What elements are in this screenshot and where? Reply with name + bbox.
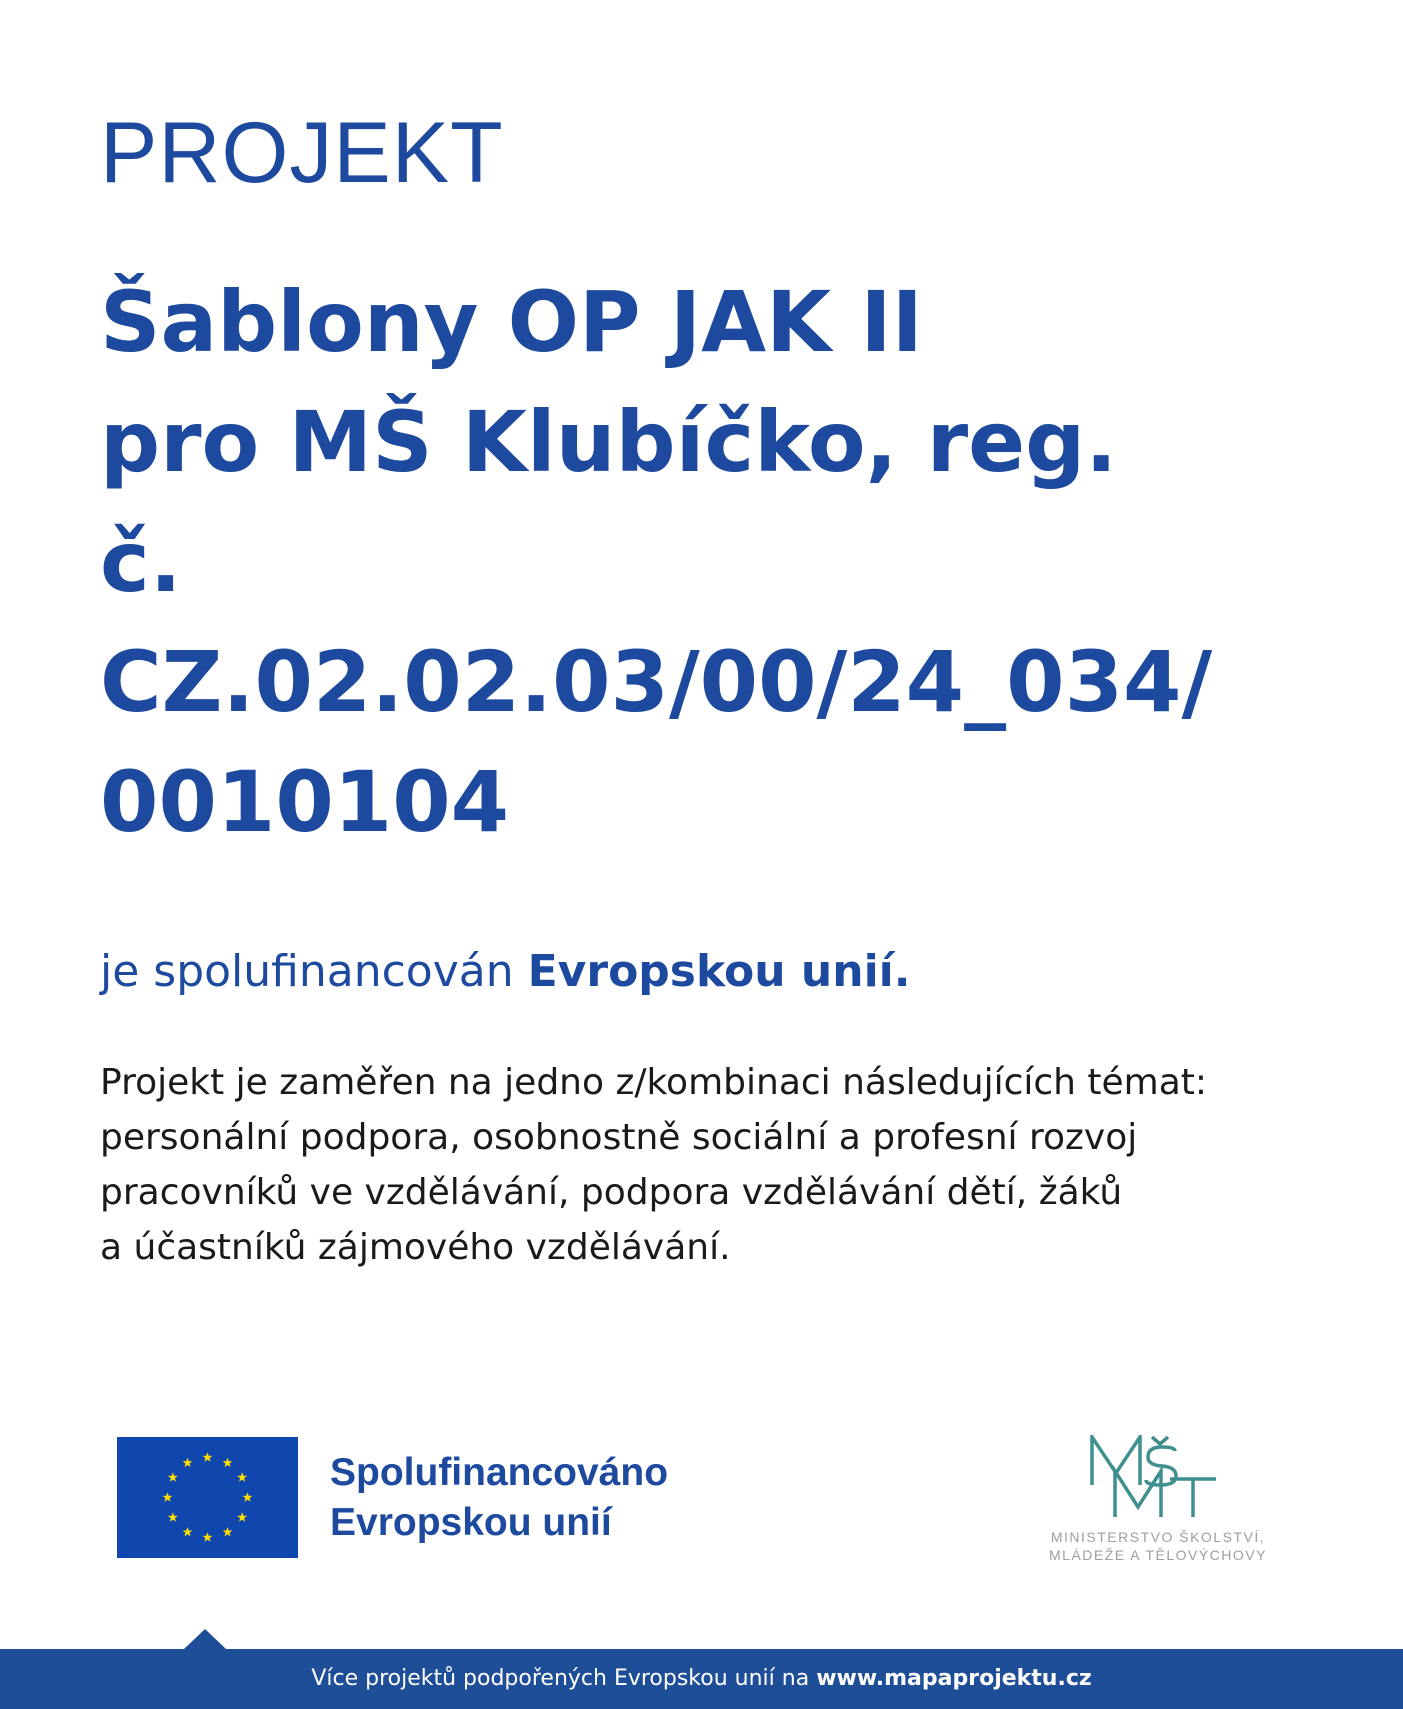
eu-star-icon bbox=[237, 1512, 247, 1521]
project-title-line-5: 0010104 bbox=[100, 753, 510, 851]
project-description bbox=[100, 1055, 1300, 1275]
eu-star-icon bbox=[168, 1472, 178, 1481]
description-line-1: Projekt je zaměřen na jedno z/kombinaci následujících témat: bbox=[100, 1062, 1208, 1103]
project-title-line-1: Šablony OP JAK II bbox=[100, 273, 923, 371]
eu-star-icon bbox=[203, 1452, 213, 1461]
msmt-caption bbox=[1018, 1528, 1298, 1564]
eu-star-icon bbox=[223, 1527, 233, 1536]
footer-prefix: Více projektů podpořených Evropskou unií na bbox=[311, 1666, 810, 1691]
project-title-line-3: č. bbox=[100, 513, 182, 611]
eu-star-icon bbox=[183, 1527, 193, 1536]
msmt-caption-line-2: MLÁDEŽE A TĚLOVÝCHOVY bbox=[1049, 1547, 1267, 1563]
eu-star-icon bbox=[183, 1458, 193, 1467]
project-title-line-4: CZ.02.02.03/00/24_034/ bbox=[100, 633, 1213, 731]
eu-star-icon bbox=[163, 1492, 173, 1501]
eu-star-icon bbox=[237, 1472, 247, 1481]
eu-logo-line-2: Evropskou unií bbox=[330, 1501, 612, 1544]
eu-star-icon bbox=[243, 1492, 253, 1501]
eu-logo-line-1: Spolufinancováno bbox=[330, 1451, 669, 1494]
description-line-4: a účastníků zájmového vzdělávání. bbox=[100, 1227, 731, 1268]
msmt-caption-line-1: MINISTERSTVO ŠKOLSTVÍ, bbox=[1050, 1529, 1266, 1545]
eu-star-icon bbox=[203, 1532, 213, 1541]
description-line-3: pracovníků ve vzdělávání, podpora vzdělávání dětí, žáků bbox=[100, 1172, 1123, 1213]
eu-star-icon bbox=[168, 1512, 178, 1521]
eu-stars bbox=[117, 1437, 298, 1558]
description-line-2: personální podpora, osobnostně sociální a profesní rozvoj bbox=[100, 1117, 1138, 1158]
project-title bbox=[100, 262, 1360, 862]
cofinancing-statement bbox=[100, 946, 911, 997]
eu-star-icon bbox=[223, 1458, 233, 1467]
footer-notch bbox=[184, 1629, 226, 1649]
cofinancing-prefix: je spolufinancován bbox=[100, 946, 514, 997]
eu-cofinancing-logo-text bbox=[330, 1448, 668, 1548]
footer-link[interactable]: www.mapaprojektu.cz bbox=[816, 1666, 1092, 1691]
cofinancing-emphasis: Evropskou unií. bbox=[527, 946, 911, 997]
poster-kicker: PROJEKT bbox=[100, 105, 504, 201]
project-title-line-2: pro MŠ Klubíčko, reg. bbox=[100, 393, 1118, 491]
footer-text bbox=[0, 1649, 1403, 1709]
eu-flag-icon bbox=[117, 1437, 298, 1558]
